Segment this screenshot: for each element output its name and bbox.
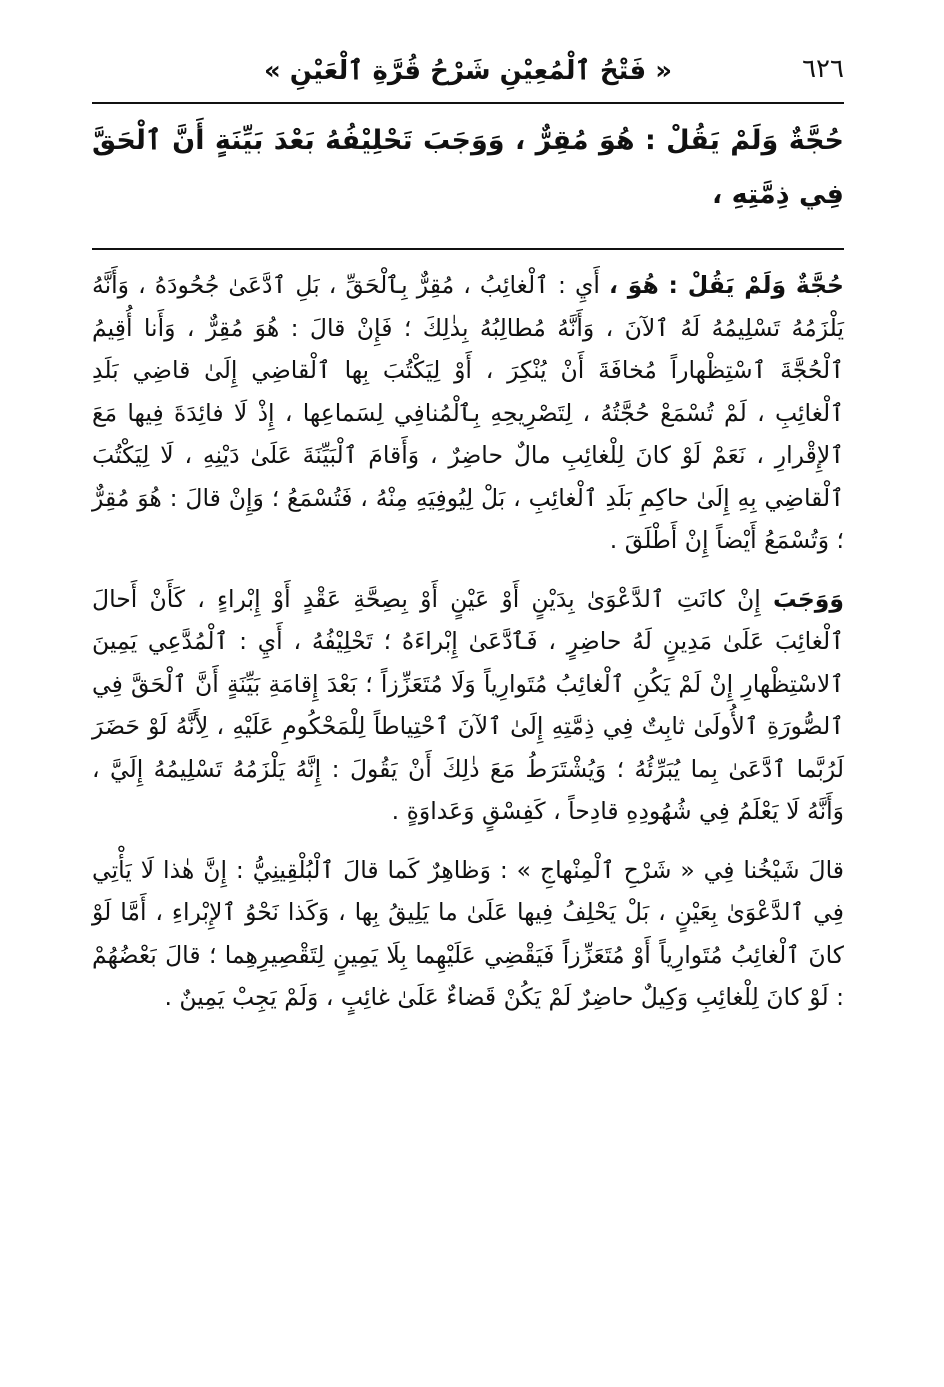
- commentary-paragraph: [92, 578, 844, 833]
- book-page: [92, 46, 844, 1346]
- paragraph-text: أَيِ : ٱلْغائِبُ ، مُقِرٌّ بِٱلْحَقِّ ، بَلِ ٱدَّعَىٰ جُحُودَهُ ، وَأَنَّهُ يَلْزَمُهُ تَسْلِيمُهُ لَهُ ٱلآنَ ، وَأَنَّهُ مُطالِبُهُ بِذٰلِكَ ؛ فَإِنْ قالَ : هُوَ مُقِرٌّ ، وَأَنا أُقِيمُ ٱلْحُجَّةَ ٱسْتِظْهاراً مُخافَةَ أَنْ يُنْكِرَ ، أَوْ لِيَكْتُبَ بِها ٱلْقاضِي إِلَىٰ قاضِي بَلَدِ ٱلْغائِبِ ، لَمْ تُسْمَعْ حُجَّتُهُ ، لِتَصْرِيحِهِ بِٱلْمُنافِي لِسَماعِها ، إِذْ لَا فائِدَةَ فِيها مَعَ ٱلإِقْرارِ ، نَعَمْ لَوْ كانَ لِلْغائِبِ مالٌ حاضِرٌ ، وَأَقامَ ٱلْبَيِّنَةَ عَلَىٰ دَيْنِهِ ، لَا لِيَكْتُبَ ٱلْقاضِي بِهِ إِلَىٰ حاكِمِ بَلَدِ ٱلْغائِبِ ، بَلْ لِيُوفِيَهِ مِنْهُ ، فَتُسْمَعُ ؛ وَإِنْ قالَ : هُوَ مُقِرٌّ ؛ وَتُسْمَعُ أَيْضاً إِنْ أَطْلَقَ .: [92, 271, 844, 554]
- paragraph-text: قالَ شَيْخُنا فِي « شَرْحِ ٱلْمِنْهاجِ » : وَظاهِرٌ كَما قالَ ٱلْبُلْقِينِيُّ : إِنَّ هٰذا لَا يَأْتِي فِي ٱلدَّعْوَىٰ بِعَيْنٍ ، بَلْ يَحْلِفُ فِيها عَلَىٰ ما يَلِيقُ بِها ، وَكَذا نَحْوُ ٱلإِبْراءِ ، أَمَّا لَوْ كانَ ٱلْغائِبُ مُتَوارِياً أَوْ مُتَعَزِّزاً فَيَقْضِي عَلَيْهِما بِلَا يَمِينٍ لِتَقْصِيرِهِما ؛ قالَ بَعْضُهُمْ : لَوْ كانَ لِلْغائِبِ وَكِيلٌ حاضِرٌ لَمْ يَكُنْ قَضاءٌ عَلَىٰ غائِبٍ ، وَلَمْ يَجِبْ يَمِينٌ .: [92, 855, 844, 1011]
- paragraph-lead: وَوَجَبَ: [772, 584, 844, 613]
- page-number: ٦٢٦: [802, 54, 844, 84]
- commentary-paragraph: [92, 264, 844, 562]
- paragraph-text: إِنْ كانَتِ ٱلدَّعْوَىٰ بِدَيْنٍ أَوْ عَيْنٍ أَوْ بِصِحَّةِ عَقْدٍ أَوْ إِبْراءٍ ، كَأَنْ أَحالَ ٱلْغائِبَ عَلَىٰ مَدِينٍ لَهُ حاضِرٍ ، فَٱدَّعَىٰ إِبْراءَهُ ؛ تَحْلِيْفُهُ ، أَيِ : ٱلْمُدَّعِي يَمِينَ ٱلاسْتِظْهارِ إِنْ لَمْ يَكُنِ ٱلْغائِبُ مُتَوارِياً وَلَا مُتَعَزِّزاً ؛ بَعْدَ إِقامَةِ بَيِّنَةٍ أَنَّ ٱلْحَقَّ فِي ٱلصُّورَةِ ٱلأُولَىٰ ثابِتٌ فِي ذِمَّتِهِ إِلَىٰ ٱلآنَ ٱحْتِياطاً لِلْمَحْكُومِ عَلَيْهِ ، لِأَنَّهُ لَوْ حَضَرَ لَرُبَّما ٱدَّعَىٰ بِما يُبَرِّئُهُ ؛ وَيُشْتَرَطُ مَعَ ذٰلِكَ أَنْ يَقُولَ : إِنَّهُ يَلْزَمُهُ تَسْلِيمُهُ إِلَيَّ ، وَأَنَّهُ لَا يَعْلَمُ فِي شُهُودِهِ قادِحاً ، كَفِسْقٍ وَعَداوَةٍ .: [92, 584, 844, 825]
- commentary-paragraph: [92, 849, 844, 1019]
- paragraph-lead: حُجَّةٌ وَلَمْ يَقُلْ : هُوَ ،: [609, 271, 844, 299]
- running-title: « فَتْحُ ٱلْمُعِيْنِ شَرْحُ قُرَّةِ ٱلْعَيْنِ »: [263, 56, 673, 86]
- page-header: [92, 46, 844, 102]
- matn-text: حُجَّةٌ وَلَمْ يَقُلْ : هُوَ مُقِرٌّ ، وَوَجَبَ تَحْلِيْفُهُ بَعْدَ بَيِّنَةٍ أَنَّ ٱلْحَقَّ فِي ذِمَّتِهِ ،: [92, 125, 844, 210]
- commentary-section: [92, 250, 844, 1019]
